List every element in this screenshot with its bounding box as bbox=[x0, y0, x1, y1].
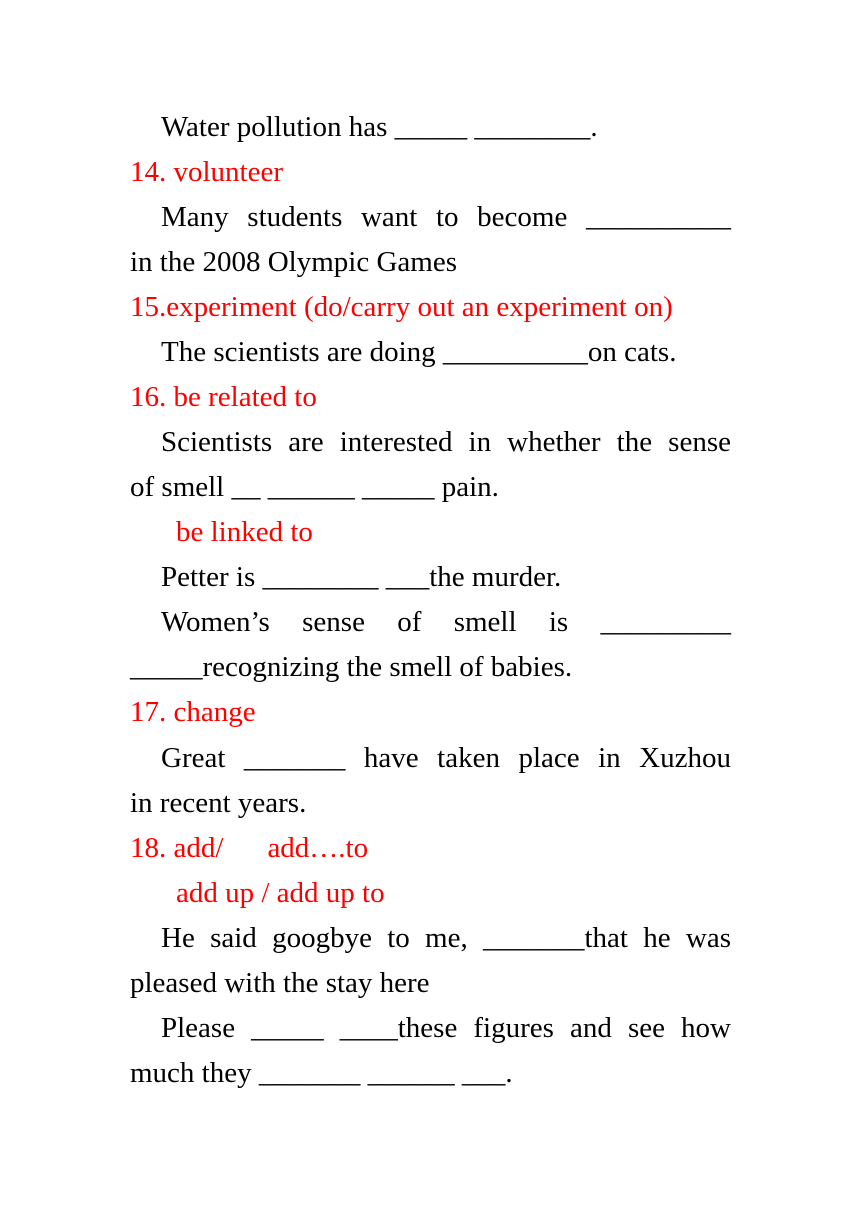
exercise-line: Please _____ ____these figures and see how bbox=[161, 1012, 731, 1044]
exercise-line: Great _______ have taken place in Xuzhou bbox=[161, 742, 731, 774]
vocab-heading: 16. be related to bbox=[130, 381, 317, 413]
exercise-line: much they _______ ______ ___. bbox=[130, 1057, 513, 1089]
vocab-subheading: add up / add up to bbox=[176, 877, 385, 909]
exercise-line: Petter is ________ ___the murder. bbox=[161, 561, 562, 593]
exercise-line: Many students want to become __________ bbox=[161, 201, 731, 233]
exercise-line: Water pollution has _____ ________. bbox=[161, 111, 598, 143]
vocab-heading-part: 18. add/ bbox=[130, 832, 224, 864]
exercise-line: pleased with the stay here bbox=[130, 967, 430, 999]
vocab-subheading: be linked to bbox=[176, 516, 313, 548]
vocab-heading: 17. change bbox=[130, 696, 256, 728]
vocab-heading bbox=[130, 831, 731, 867]
exercise-line: He said googbye to me, _______that he was bbox=[161, 922, 731, 954]
exercise-line: in recent years. bbox=[130, 787, 307, 819]
exercise-line: of smell __ ______ _____ pain. bbox=[130, 471, 499, 503]
exercise-line: Scientists are interested in whether the sense bbox=[161, 426, 731, 458]
exercise-line: in the 2008 Olympic Games bbox=[130, 246, 458, 278]
vocab-heading: 15.experiment (do/carry out an experiment on) bbox=[130, 291, 673, 323]
vocab-heading-part: add….to bbox=[267, 832, 369, 864]
vocab-heading: 14. volunteer bbox=[130, 156, 284, 188]
exercise-line: _____recognizing the smell of babies. bbox=[130, 651, 573, 683]
exercise-line: Women’s sense of smell is _________ bbox=[161, 606, 731, 638]
exercise-line: The scientists are doing __________on cats. bbox=[161, 336, 677, 368]
